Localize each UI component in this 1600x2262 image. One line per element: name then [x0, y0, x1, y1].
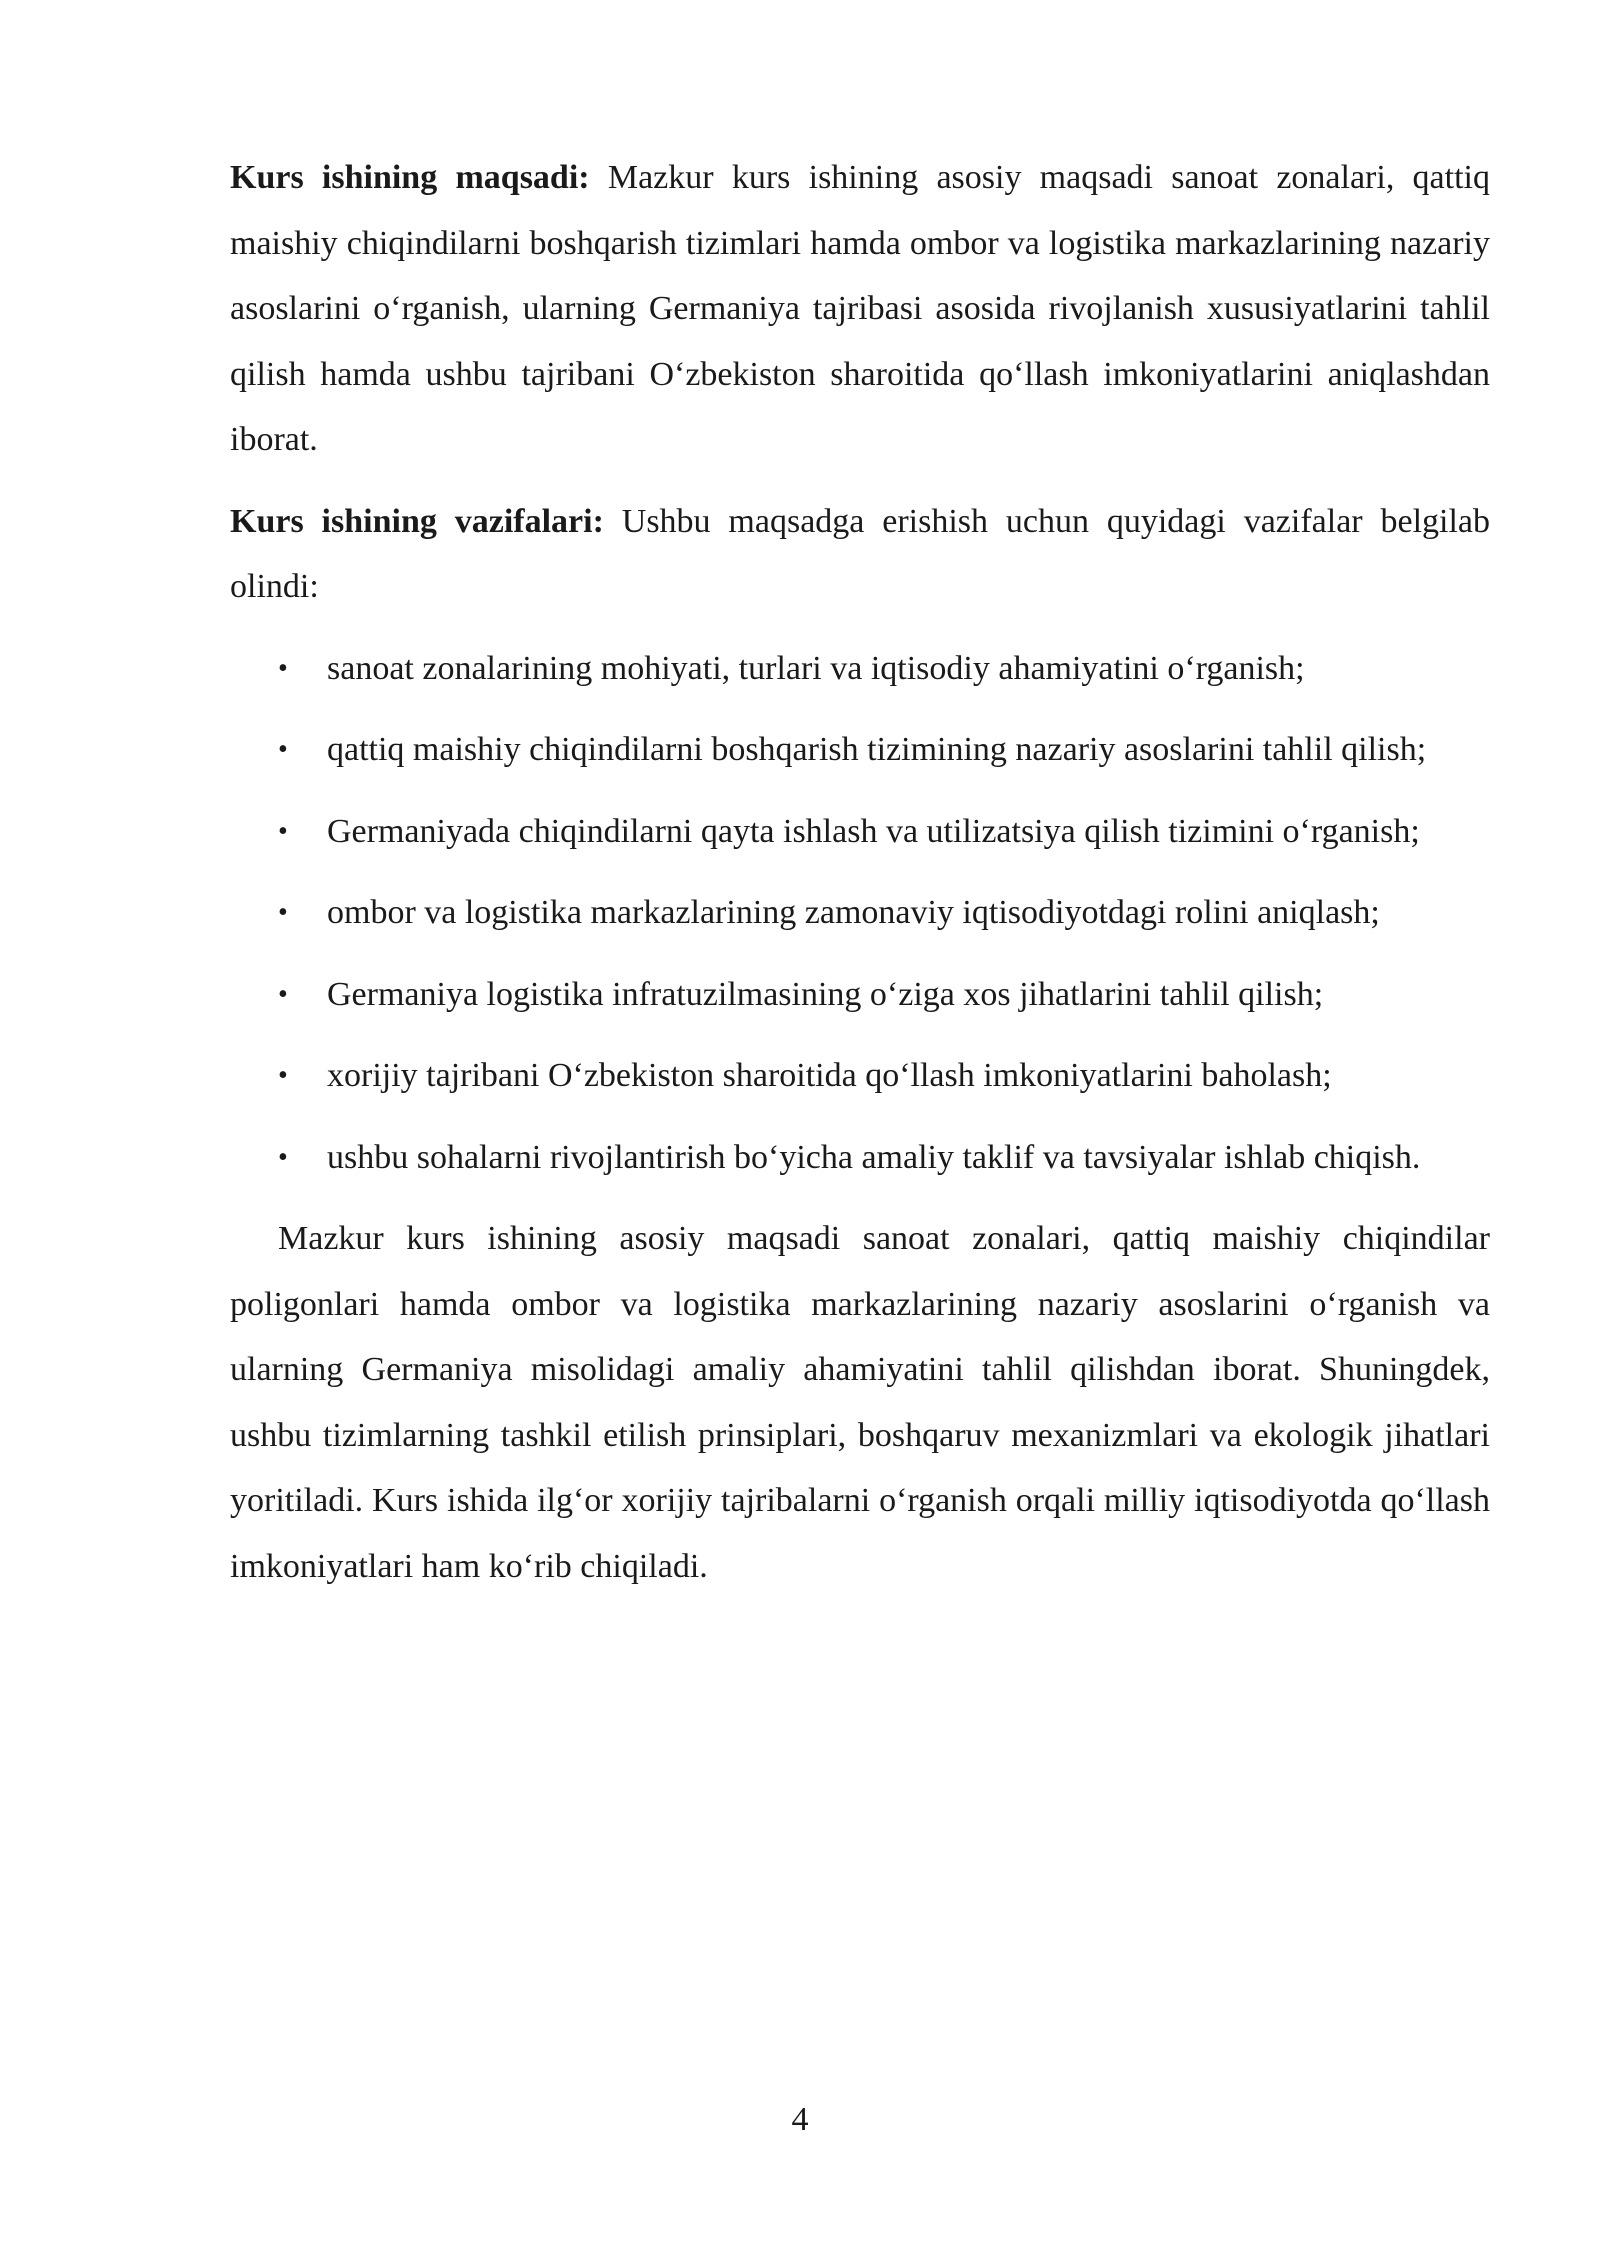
bullet-icon: • [278, 897, 288, 928]
list-item [230, 717, 1490, 783]
list-item [230, 799, 1490, 865]
bullet-icon: • [278, 652, 288, 684]
purpose-label: Kurs ishining maqsadi: [230, 159, 590, 196]
bullet-icon: • [278, 1141, 288, 1173]
document-page [230, 145, 1490, 1615]
purpose-paragraph [230, 145, 1490, 473]
list-item-text: ushbu sohalarni rivojlantirish bo‘yicha amaliy taklif va tavsiyalar ishlab chiqish. [327, 1138, 1421, 1176]
tasks-paragraph [230, 489, 1490, 620]
purpose-text: Mazkur kurs ishining asosiy maqsadi sanoat zonalari, qattiq maishiy chiqindilarni boshqarish tizimlari hamda ombor va logistika markazlarining nazariy asoslarini o‘rganish, ularning Germaniya tajribasi asosida rivojlanish xususiyatlarini tahlil qilish hamda ushbu tajribani O‘zbekiston sharoitida qo‘llash imkoniyatlarini aniqlashdan iborat. [230, 159, 1490, 458]
list-item-text: qattiq maishiy chiqindilarni boshqarish tizimining nazariy asoslarini tahlil qilish; [327, 731, 1427, 768]
list-item [230, 636, 1490, 702]
tasks-intro-text: Ushbu maqsadga erishish uchun quyidagi vazifalar belgilab olindi: [230, 502, 1491, 605]
list-item [230, 880, 1490, 946]
tasks-list [230, 636, 1490, 1191]
list-item [230, 1125, 1490, 1191]
summary-paragraph: Mazkur kurs ishining asosiy maqsadi sanoat zonalari, qattiq maishiy chiqindilar poligonlari hamda ombor va logistika markazlarining nazariy asoslarini o‘rganish va ularning Germaniya misolidagi amaliy ahamiyatini tahlil qilishdan iborat. Shuningdek, ushbu tizimlarning tashkil etilish prinsiplari, boshqaruv mexanizmlari va ekologik jihatlari yoritiladi. Kurs ishida ilg‘or xorijiy tajribalarni o‘rganish orqali milliy iqtisodiyotda qo‘llash imkoniyatlari ham ko‘rib chiqiladi. [230, 1220, 1490, 1585]
bullet-icon: • [278, 1060, 288, 1091]
list-item-text: Germaniya logistika infratuzilmasining o‘ziga xos jihatlarini tahlil qilish; [327, 975, 1324, 1013]
list-item-text: Germaniyada chiqindilarni qayta ishlash va utilizatsiya qilish tizimini o‘rganish; [327, 812, 1420, 850]
list-item-text: sanoat zonalarining mohiyati, turlari va iqtisodiy ahamiyatini o‘rganish; [327, 649, 1305, 687]
list-item [230, 962, 1490, 1028]
bullet-icon: • [278, 815, 288, 847]
tasks-label: Kurs ishining vazifalari: [230, 502, 604, 540]
bullet-icon: • [278, 978, 288, 1010]
list-item-text: ombor va logistika markazlarining zamonaviy iqtisodiyotdagi rolini aniqlash; [327, 894, 1380, 931]
bullet-icon: • [278, 734, 288, 765]
page-number: 4 [791, 2101, 809, 2138]
list-item [230, 1043, 1490, 1109]
list-item-text: xorijiy tajribani O‘zbekiston sharoitida qo‘llash imkoniyatlarini baholash; [327, 1057, 1332, 1094]
